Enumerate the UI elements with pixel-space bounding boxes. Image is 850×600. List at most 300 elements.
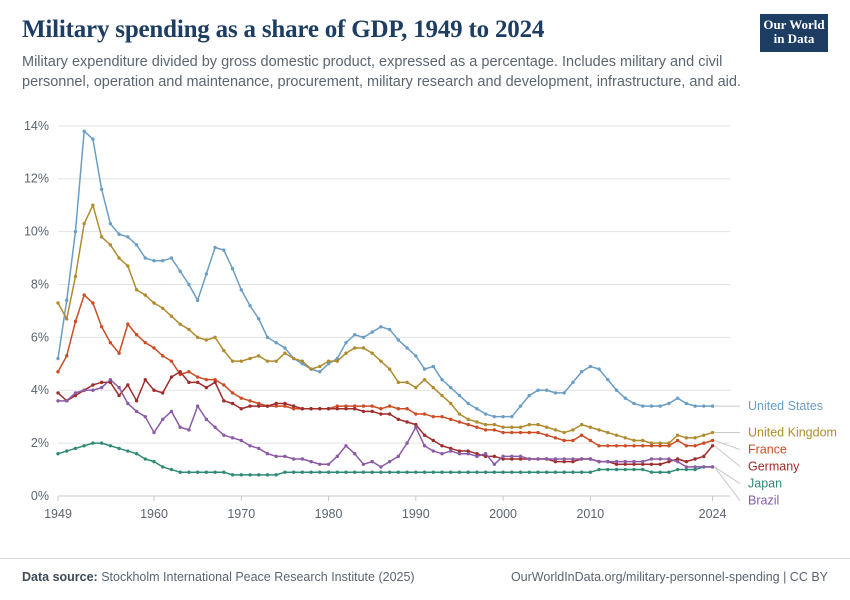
data-point <box>196 375 199 378</box>
data-point <box>370 410 373 413</box>
data-point <box>580 370 583 373</box>
data-point <box>632 439 635 442</box>
data-point <box>222 433 225 436</box>
data-point <box>397 471 400 474</box>
data-point <box>117 256 120 259</box>
data-point <box>144 341 147 344</box>
data-point <box>493 471 496 474</box>
data-point <box>82 129 85 132</box>
data-point <box>379 407 382 410</box>
data-point <box>580 433 583 436</box>
data-point <box>274 359 277 362</box>
data-point <box>650 471 653 474</box>
data-point <box>309 460 312 463</box>
data-point <box>126 235 129 238</box>
data-point <box>545 457 548 460</box>
data-point <box>641 468 644 471</box>
data-point <box>667 471 670 474</box>
data-point <box>432 471 435 474</box>
data-point <box>109 378 112 381</box>
data-point <box>658 457 661 460</box>
data-point <box>362 336 365 339</box>
data-point <box>624 444 627 447</box>
data-point <box>501 431 504 434</box>
legend-item[interactable] <box>715 399 824 413</box>
data-point <box>222 349 225 352</box>
data-point <box>432 439 435 442</box>
data-point <box>231 359 234 362</box>
data-point <box>615 444 618 447</box>
data-point <box>248 399 251 402</box>
data-point <box>458 412 461 415</box>
data-point <box>178 426 181 429</box>
legend-leader-line <box>715 446 740 467</box>
data-point <box>248 444 251 447</box>
data-point <box>685 460 688 463</box>
data-point <box>327 407 330 410</box>
data-source-label: Data source: <box>22 570 98 584</box>
legend-label: United Kingdom <box>748 425 837 440</box>
data-point <box>562 457 565 460</box>
data-point <box>152 259 155 262</box>
data-point <box>405 420 408 423</box>
data-point <box>528 394 531 397</box>
data-point <box>379 359 382 362</box>
data-point <box>56 391 59 394</box>
data-point <box>213 381 216 384</box>
series-line[interactable] <box>56 129 714 418</box>
data-point <box>266 336 269 339</box>
data-point <box>388 412 391 415</box>
data-point <box>466 402 469 405</box>
data-point <box>711 404 714 407</box>
data-point <box>475 455 478 458</box>
data-point <box>475 407 478 410</box>
series-line[interactable] <box>56 203 714 444</box>
data-point <box>414 386 417 389</box>
legend-label: United States <box>748 399 824 414</box>
data-point <box>510 426 513 429</box>
data-point <box>449 449 452 452</box>
data-point <box>632 468 635 471</box>
data-point <box>405 407 408 410</box>
data-point <box>554 391 557 394</box>
data-point <box>318 407 321 410</box>
data-point <box>423 471 426 474</box>
data-point <box>554 457 557 460</box>
data-point <box>589 426 592 429</box>
data-point <box>178 471 181 474</box>
data-point <box>109 444 112 447</box>
data-point <box>597 428 600 431</box>
data-point <box>205 378 208 381</box>
data-point <box>336 455 339 458</box>
data-point <box>135 410 138 413</box>
data-point <box>685 402 688 405</box>
data-point <box>161 465 164 468</box>
data-point <box>414 426 417 429</box>
data-point <box>423 433 426 436</box>
data-point <box>344 352 347 355</box>
data-point <box>440 415 443 418</box>
data-point <box>144 457 147 460</box>
data-point <box>318 471 321 474</box>
series-path <box>58 372 713 465</box>
data-point <box>597 444 600 447</box>
series-path <box>58 131 713 417</box>
data-point <box>318 463 321 466</box>
data-point <box>711 439 714 442</box>
data-point <box>423 412 426 415</box>
data-point <box>484 452 487 455</box>
data-point <box>405 441 408 444</box>
data-point <box>126 449 129 452</box>
data-point <box>318 370 321 373</box>
data-point <box>170 359 173 362</box>
data-point <box>388 471 391 474</box>
data-point <box>178 270 181 273</box>
data-point <box>370 352 373 355</box>
data-point <box>309 407 312 410</box>
data-point <box>187 283 190 286</box>
data-point <box>109 341 112 344</box>
data-point <box>309 367 312 370</box>
data-point <box>650 444 653 447</box>
data-point <box>405 381 408 384</box>
x-tick-label: 2000 <box>489 507 517 521</box>
data-point <box>205 272 208 275</box>
data-point <box>100 325 103 328</box>
data-point <box>423 378 426 381</box>
data-point <box>135 399 138 402</box>
series-line[interactable] <box>56 293 714 447</box>
legend-label: Japan <box>748 476 783 491</box>
data-point <box>589 439 592 442</box>
data-point <box>475 471 478 474</box>
data-point <box>475 426 478 429</box>
data-point <box>370 460 373 463</box>
data-point <box>693 465 696 468</box>
data-point <box>466 452 469 455</box>
data-point <box>685 465 688 468</box>
data-point <box>353 452 356 455</box>
data-point <box>397 407 400 410</box>
data-point <box>187 381 190 384</box>
data-point <box>74 320 77 323</box>
data-point <box>65 399 68 402</box>
data-point <box>650 404 653 407</box>
data-point <box>379 412 382 415</box>
data-point <box>528 431 531 434</box>
legend-leader-line <box>715 467 740 484</box>
data-point <box>309 471 312 474</box>
data-point <box>536 457 539 460</box>
owid-logo[interactable] <box>760 14 828 52</box>
data-point <box>170 410 173 413</box>
data-point <box>458 394 461 397</box>
data-point <box>301 359 304 362</box>
data-point <box>571 381 574 384</box>
x-tick-label: 1960 <box>140 507 168 521</box>
data-point <box>528 471 531 474</box>
data-point <box>388 328 391 331</box>
data-point <box>397 338 400 341</box>
y-tick-label: 0% <box>30 489 49 503</box>
data-point <box>91 203 94 206</box>
data-point <box>693 444 696 447</box>
data-point <box>379 471 382 474</box>
data-point <box>144 293 147 296</box>
data-point <box>702 404 705 407</box>
data-point <box>615 460 618 463</box>
data-point <box>135 288 138 291</box>
data-point <box>213 426 216 429</box>
data-point <box>274 473 277 476</box>
data-point <box>702 441 705 444</box>
data-point <box>240 439 243 442</box>
data-point <box>65 317 68 320</box>
data-point <box>240 288 243 291</box>
data-point <box>283 455 286 458</box>
data-point <box>449 418 452 421</box>
data-point <box>536 423 539 426</box>
data-point <box>536 471 539 474</box>
data-point <box>493 423 496 426</box>
data-point <box>362 404 365 407</box>
data-point <box>545 471 548 474</box>
data-point <box>562 431 565 434</box>
data-point <box>231 267 234 270</box>
data-point <box>571 439 574 442</box>
legend-item[interactable] <box>715 426 837 440</box>
data-point <box>432 449 435 452</box>
data-point <box>379 325 382 328</box>
data-point <box>458 452 461 455</box>
data-point <box>624 436 627 439</box>
data-point <box>135 452 138 455</box>
data-point <box>702 455 705 458</box>
data-point <box>170 375 173 378</box>
data-point <box>109 243 112 246</box>
data-point <box>458 471 461 474</box>
data-point <box>196 404 199 407</box>
x-tick-label: 1970 <box>227 507 256 521</box>
data-point <box>152 389 155 392</box>
data-point <box>152 346 155 349</box>
data-point <box>152 301 155 304</box>
data-point <box>554 436 557 439</box>
data-point <box>449 402 452 405</box>
data-point <box>702 433 705 436</box>
data-point <box>65 354 68 357</box>
legend-label: Brazil <box>748 493 780 508</box>
data-point <box>91 441 94 444</box>
data-point <box>170 315 173 318</box>
data-point <box>501 471 504 474</box>
data-point <box>475 420 478 423</box>
data-point <box>109 222 112 225</box>
data-point <box>624 468 627 471</box>
data-point <box>248 357 251 360</box>
data-point <box>676 468 679 471</box>
data-point <box>501 455 504 458</box>
data-point <box>74 391 77 394</box>
data-point <box>466 471 469 474</box>
data-point <box>501 415 504 418</box>
data-point <box>161 391 164 394</box>
data-point <box>257 447 260 450</box>
data-point <box>580 471 583 474</box>
data-point <box>370 404 373 407</box>
data-point <box>493 415 496 418</box>
data-point <box>615 389 618 392</box>
data-point <box>685 436 688 439</box>
data-point <box>571 471 574 474</box>
data-point <box>231 473 234 476</box>
data-point <box>274 341 277 344</box>
data-point <box>597 468 600 471</box>
data-point <box>196 299 199 302</box>
data-point <box>56 452 59 455</box>
data-point <box>344 444 347 447</box>
data-point <box>327 359 330 362</box>
data-point <box>449 386 452 389</box>
data-point <box>56 399 59 402</box>
data-point <box>362 471 365 474</box>
data-point <box>693 457 696 460</box>
data-point <box>257 404 260 407</box>
data-point <box>658 444 661 447</box>
data-point <box>650 463 653 466</box>
data-point <box>283 346 286 349</box>
data-point <box>292 471 295 474</box>
data-point <box>292 357 295 360</box>
chart-subtitle: Military expenditure divided by gross domestic product, expressed as a percentage. Includes military and civil personnel, operation and maintenance, procurement, military research and development, infrastructure, and aid. <box>22 54 741 90</box>
data-point <box>432 415 435 418</box>
logo-line-1: Our World <box>763 17 825 32</box>
data-point <box>493 455 496 458</box>
chart-canvas <box>0 96 850 548</box>
data-point <box>388 367 391 370</box>
data-point <box>292 404 295 407</box>
data-point <box>658 471 661 474</box>
data-point <box>641 404 644 407</box>
data-point <box>187 328 190 331</box>
data-point <box>414 354 417 357</box>
data-point <box>484 471 487 474</box>
data-point <box>213 336 216 339</box>
data-point <box>397 381 400 384</box>
data-point <box>484 423 487 426</box>
data-point <box>466 423 469 426</box>
data-point <box>597 367 600 370</box>
data-point <box>440 444 443 447</box>
data-point <box>126 383 129 386</box>
data-point <box>117 233 120 236</box>
series-path <box>58 443 713 475</box>
data-point <box>187 370 190 373</box>
data-point <box>65 299 68 302</box>
data-point <box>126 402 129 405</box>
data-point <box>248 473 251 476</box>
data-point <box>658 463 661 466</box>
data-point <box>414 412 417 415</box>
data-point <box>440 452 443 455</box>
data-point <box>519 471 522 474</box>
data-point <box>370 330 373 333</box>
data-point <box>641 444 644 447</box>
series-path <box>58 380 713 467</box>
data-point <box>493 463 496 466</box>
data-point <box>292 457 295 460</box>
data-point <box>301 471 304 474</box>
data-point <box>274 455 277 458</box>
data-point <box>65 449 68 452</box>
data-point <box>484 428 487 431</box>
data-point <box>571 428 574 431</box>
data-point <box>650 457 653 460</box>
data-point <box>510 455 513 458</box>
data-point <box>458 420 461 423</box>
series-path <box>58 295 713 446</box>
data-point <box>519 455 522 458</box>
legend-label: Germany <box>748 459 800 474</box>
data-point <box>74 275 77 278</box>
data-point <box>248 304 251 307</box>
data-point <box>693 404 696 407</box>
data-point <box>231 402 234 405</box>
data-point <box>693 436 696 439</box>
data-point <box>388 460 391 463</box>
data-point <box>135 333 138 336</box>
data-point <box>405 346 408 349</box>
data-point <box>222 383 225 386</box>
series-line[interactable] <box>56 370 714 466</box>
data-point <box>336 407 339 410</box>
data-point <box>100 188 103 191</box>
data-point <box>562 439 565 442</box>
data-point <box>205 418 208 421</box>
data-point <box>580 423 583 426</box>
data-point <box>205 386 208 389</box>
data-point <box>126 264 129 267</box>
y-tick-label: 6% <box>30 330 49 345</box>
x-tick-label: 2024 <box>698 507 727 521</box>
data-point <box>624 460 627 463</box>
data-point <box>100 235 103 238</box>
data-point <box>571 457 574 460</box>
data-point <box>231 391 234 394</box>
data-point <box>213 471 216 474</box>
data-point <box>519 426 522 429</box>
page-title: Military spending as a share of GDP, 1949 to 2024 <box>22 16 545 43</box>
data-point <box>711 465 714 468</box>
data-source-value: Stockholm International Peace Research Institute (2025) <box>101 570 415 584</box>
data-point <box>632 460 635 463</box>
data-point <box>222 399 225 402</box>
data-point <box>379 465 382 468</box>
data-point <box>82 444 85 447</box>
data-point <box>545 433 548 436</box>
data-point <box>353 407 356 410</box>
data-point <box>510 431 513 434</box>
data-point <box>240 359 243 362</box>
attribution-link[interactable]: OurWorldInData.org/military-personnel-spending | CC BY <box>510 570 828 584</box>
data-point <box>388 404 391 407</box>
line-chart[interactable] <box>0 96 850 548</box>
data-point <box>589 471 592 474</box>
data-point <box>161 259 164 262</box>
